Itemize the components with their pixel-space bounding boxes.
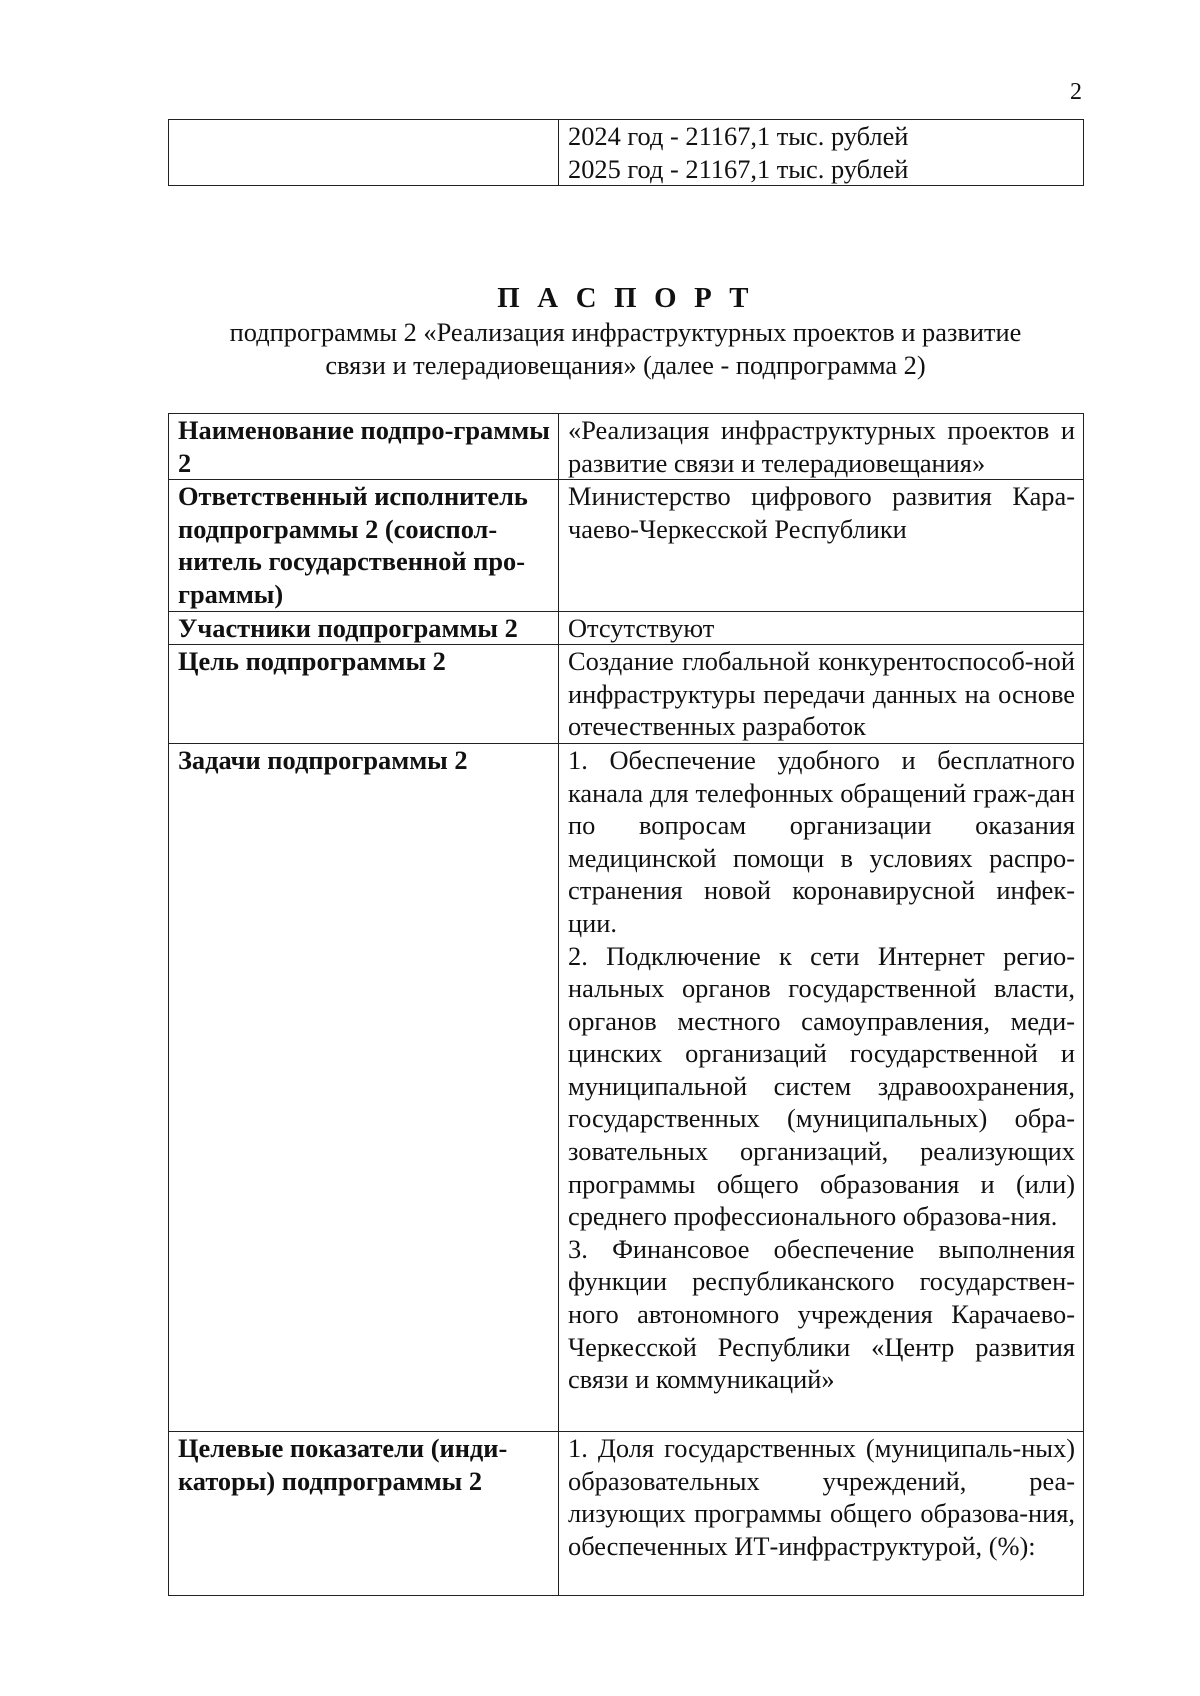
passport-subtitle-line-1: подпрограммы 2 «Реализация инфраструктурных проектов и развитие — [229, 317, 1022, 347]
table-row — [169, 611, 1084, 645]
table-row — [169, 480, 1084, 611]
passport-title: П А С П О Р Т — [497, 282, 754, 314]
row-value-indicators — [559, 1431, 1084, 1595]
row-value-executor — [559, 480, 1084, 611]
row-label-indicators: Целевые показатели (инди-каторы) подпрограммы 2 — [169, 1431, 559, 1595]
page-number: 2 — [1070, 79, 1082, 105]
row-value-participants — [559, 611, 1084, 645]
passport-subtitle-line-2: связи и телерадиовещания» (далее - подпрограмма 2) — [325, 349, 926, 380]
table-row — [169, 645, 1084, 744]
row-value-tasks — [559, 743, 1084, 1431]
value-paragraph: «Реализация инфраструктурных проектов и развитие связи и телерадиовещания» — [568, 415, 1075, 478]
table-row — [169, 1431, 1084, 1595]
budget-cell — [559, 120, 1084, 186]
table-row — [169, 743, 1084, 1431]
row-label-participants: Участники подпрограммы 2 — [169, 611, 559, 645]
row-label-tasks: Задачи подпрограммы 2 — [169, 743, 559, 1431]
row-value-goal — [559, 645, 1084, 744]
budget-line-2025: 2025 год - 21167,1 тыс. рублей — [568, 153, 909, 184]
task-item-3: 3. Финансовое обеспечение выполнения функции республиканского государствен-ного автономного учреждения Карачаево-Черкесской Республики «Центр развития связи и коммуникаций» — [568, 1233, 1075, 1395]
task-item-2: 2. Подключение к сети Интернет регио-нальных органов государственной власти, органов местного самоуправления, меди-цинских организаций государственной и муниципальной систем здравоохранения, государственных (муниципальных) обра-зовательных организаций, реализующих программы общего образования и (или) среднего профессионального образова-ния. — [568, 940, 1075, 1232]
passport-title-block — [168, 280, 1083, 381]
value-paragraph: Министерство цифрового развития Кара-чаево-Черкесской Республики — [568, 481, 1075, 544]
row-label-name: Наименование подпро-граммы 2 — [169, 414, 559, 480]
row-label-goal: Цель подпрограммы 2 — [169, 645, 559, 744]
table-row — [169, 120, 1084, 186]
task-item-1: 1. Обеспечение удобного и бесплатного канала для телефонных обращений граж-дан по вопросам организации оказания медицинской помощи в условиях распро-странения новой коронавирусной инфек-ции. — [568, 744, 1075, 938]
value-paragraph: 1. Доля государственных (муниципаль-ных) образовательных учреждений, реа-лизующих программы общего образова-ния, обеспеченных ИТ-инфраструктурой, (%): — [568, 1432, 1075, 1561]
table-row — [169, 414, 1084, 480]
value-paragraph: Создание глобальной конкурентоспособ-ной инфраструктуры передачи данных на основе отечественных разработок — [568, 646, 1075, 742]
value-paragraph: Отсутствуют — [568, 612, 715, 643]
row-value-name — [559, 414, 1084, 480]
row-label-executor: Ответственный исполнитель подпрограммы 2 (соиспол-нитель государственной про-граммы) — [169, 480, 559, 611]
budget-line-2024: 2024 год - 21167,1 тыс. рублей — [568, 121, 909, 151]
empty-cell — [169, 120, 559, 186]
passport-table — [168, 413, 1084, 1596]
budget-continuation-table — [168, 119, 1084, 186]
